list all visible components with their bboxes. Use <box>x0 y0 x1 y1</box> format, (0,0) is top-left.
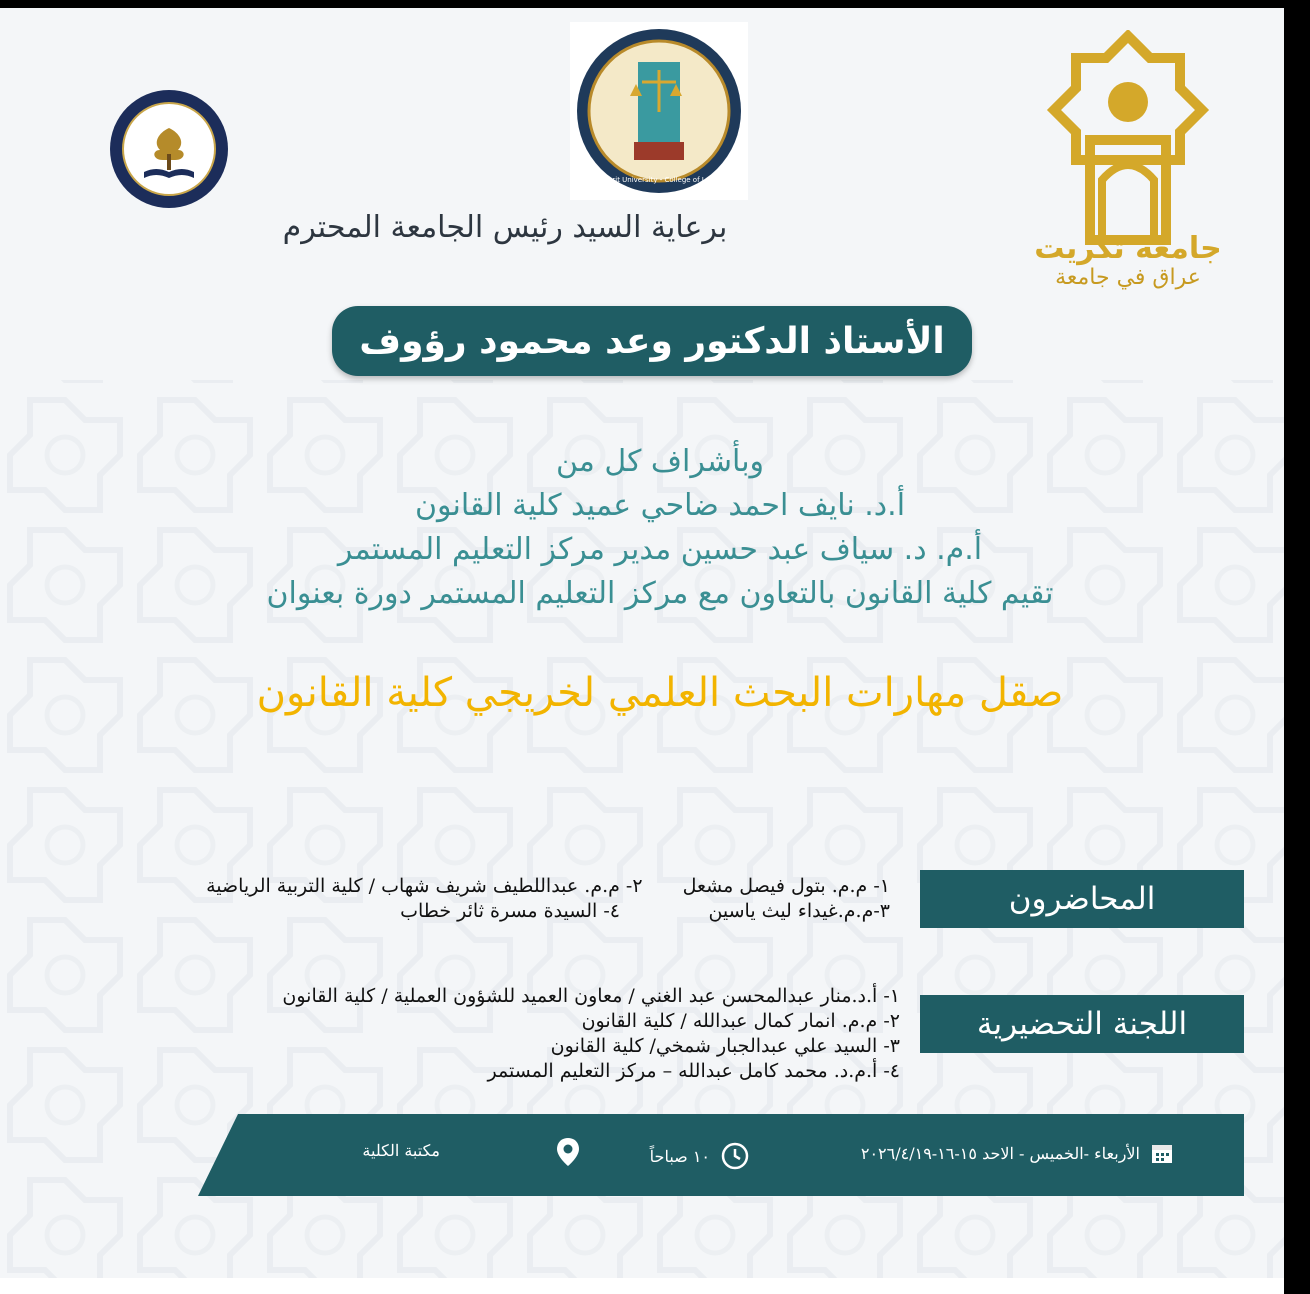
supervision-line-2: أ.د. نايف احمد ضاحي عميد كلية القانون <box>414 488 906 523</box>
sponsor-text: برعاية السيد رئيس الجامعة المحترم <box>282 210 728 245</box>
right-edge <box>1284 0 1310 1294</box>
lecturers-list <box>10 874 890 924</box>
continuing-education-logo <box>108 88 230 210</box>
calendar-icon <box>1150 1141 1174 1165</box>
lecturers-label: المحاضرون <box>920 870 1244 928</box>
committee-item: ١- أ.د.منار عبدالمحسن عبد الغني / معاون العميد للشؤون العملية / كلية القانون <box>282 985 900 1007</box>
event-place-text: مكتبة الكلية <box>362 1141 440 1160</box>
supervision-line-3: أ.م. د. سياف عبد حسين مدير مركز التعليم المستمر <box>337 532 983 567</box>
lecturer-item: ٢- م.م. عبداللطيف شريف شهاب / كلية التربية الرياضية <box>206 875 643 897</box>
location-pin-icon <box>556 1137 580 1167</box>
committee-item: ٢- م.م. انمار كمال عبدالله / كلية القانون <box>581 1010 900 1032</box>
lecturer-item: ٣-م.م.غيداء ليث ياسين <box>708 900 890 922</box>
committee-item: ٣- السيد علي عبدالجبار شمخي/ كلية القانون <box>550 1035 900 1057</box>
law-college-logo-frame <box>570 22 748 200</box>
lecturer-item: ٤- السيدة مسرة ثائر خطاب <box>400 900 620 922</box>
bottom-margin <box>0 1278 1284 1294</box>
supervision-block <box>160 440 1160 616</box>
event-time <box>650 1141 750 1171</box>
event-time-text: ١٠ صباحاً <box>649 1146 710 1166</box>
supervision-line-1: وبأشراف كل من <box>555 444 765 479</box>
course-title: صقل مهارات البحث العلمي لخريجي كلية القانون <box>256 670 1064 716</box>
event-place <box>362 1141 440 1160</box>
event-date-text: الأربعاء -الخميس - الاحد ١٥-١٦-٢٠٢٦/٤/١٩ <box>860 1143 1140 1163</box>
supervision-line-4: تقيم كلية القانون بالتعاون مع مركز التعليم المستمر دورة بعنوان <box>266 576 1054 611</box>
top-edge <box>0 0 1310 8</box>
event-date <box>861 1141 1174 1165</box>
lecturers-row-2 <box>10 899 890 924</box>
committee-item: ٤- أ.م.د. محمد كامل عبدالله – مركز التعليم المستمر <box>487 1060 900 1082</box>
tikrit-university-logo <box>1030 30 1226 290</box>
law-college-logo-caption: Tikrit University - College of Law <box>602 176 716 184</box>
lecturers-row-1 <box>10 874 890 899</box>
committee-list <box>0 984 900 1084</box>
sponsor-line <box>0 210 1310 245</box>
president-name-banner: الأستاذ الدكتور وعد محمود رؤوف <box>332 306 972 376</box>
law-college-logo <box>570 22 748 200</box>
tikrit-logo-title: جامعة تكريت <box>1034 231 1222 266</box>
lecturer-item: ١- م.م. بتول فيصل مشعل <box>682 875 890 897</box>
tikrit-logo-slogan: عراق في جامعة <box>1055 265 1201 290</box>
clock-icon <box>720 1141 750 1171</box>
committee-label: اللجنة التحضيرية <box>920 995 1244 1053</box>
